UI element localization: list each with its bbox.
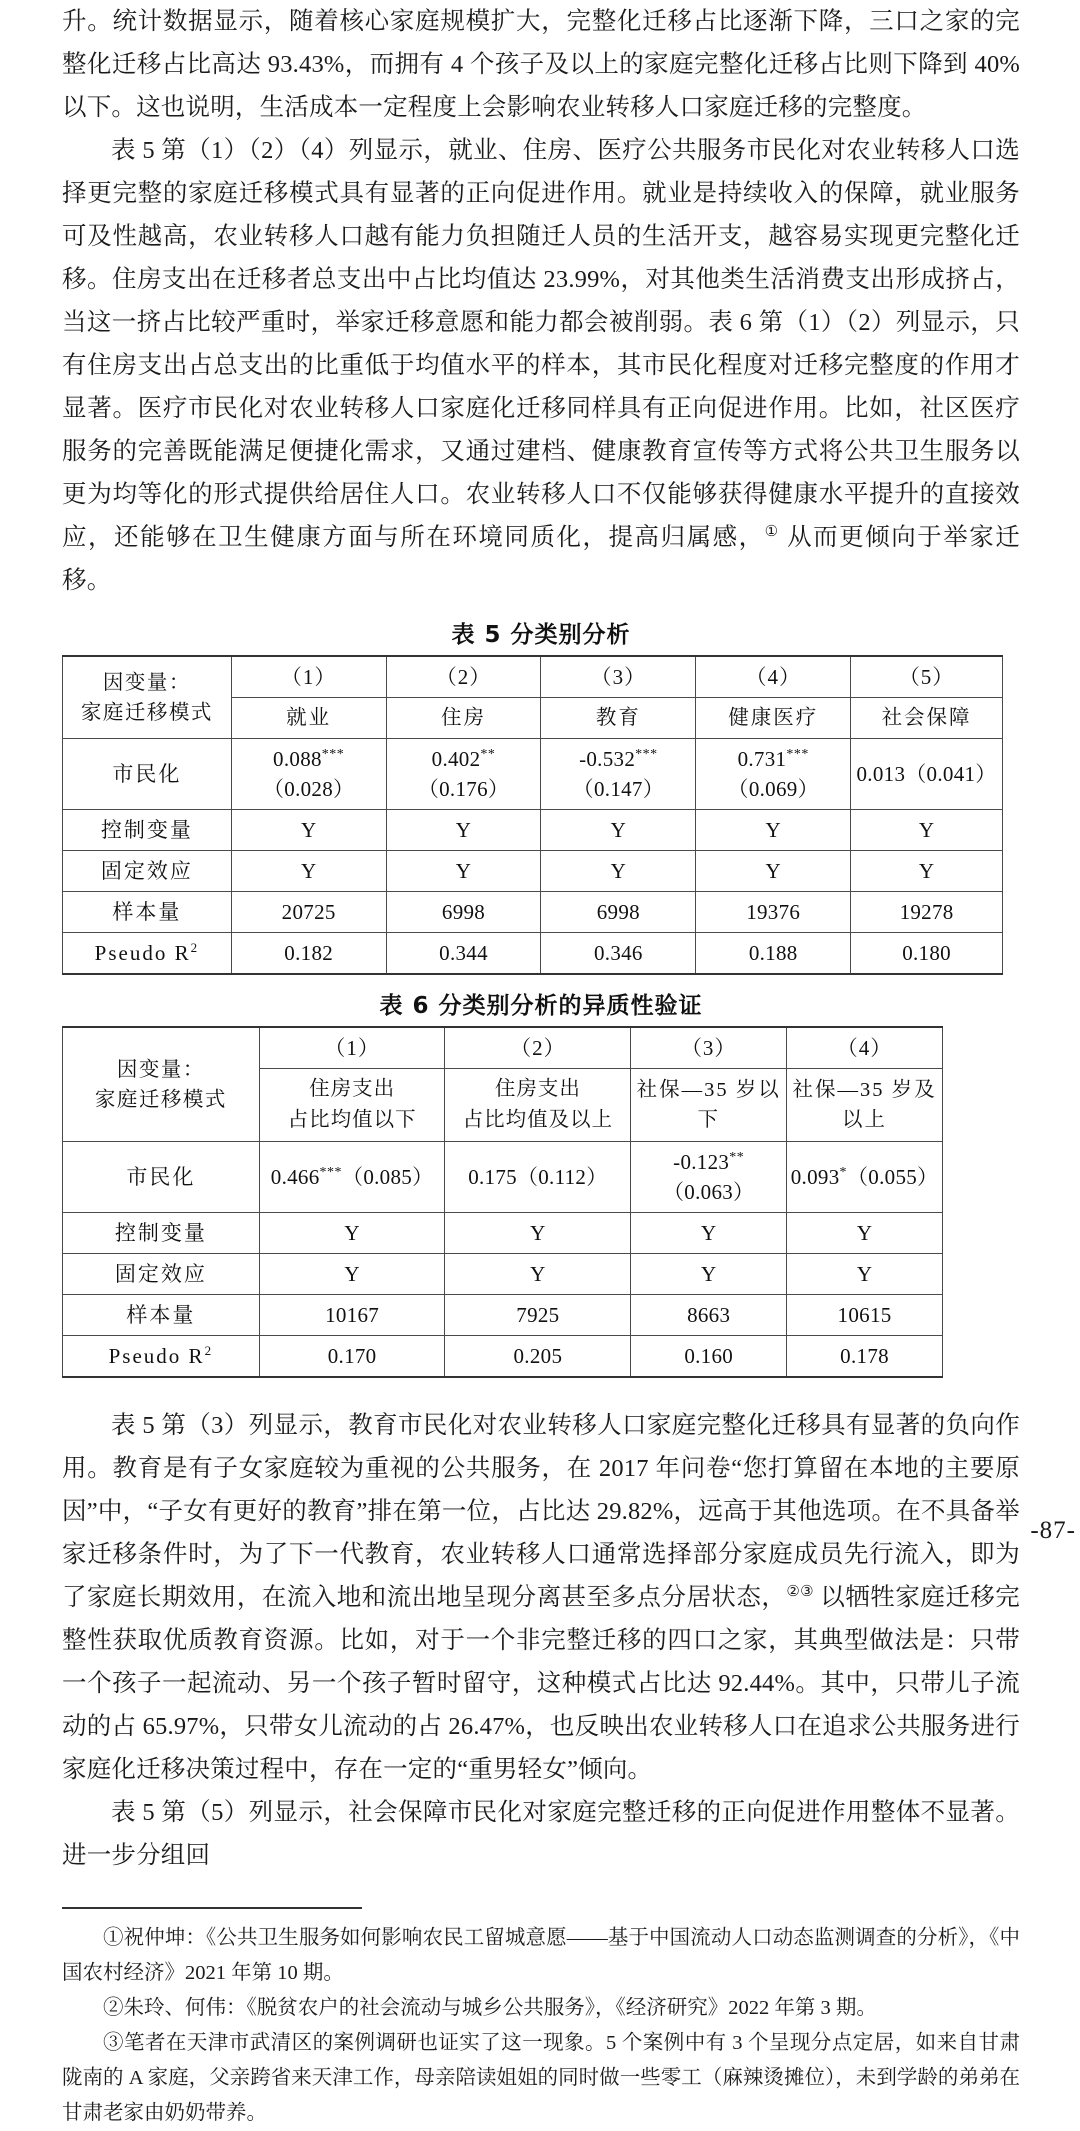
significance-stars: *** <box>319 1165 343 1180</box>
table-5-cell-1-3: Y <box>696 810 851 851</box>
table-row <box>63 1213 943 1254</box>
table-row <box>63 739 1003 810</box>
footnote-2 <box>62 1991 1020 2026</box>
table-6-col-name-2 <box>445 1069 631 1142</box>
significance-stars: ** <box>729 1150 745 1165</box>
std-error: （0.147） <box>572 777 665 801</box>
table-5-cell-1-4: Y <box>851 810 1003 851</box>
table-6-col-name-1 <box>259 1069 445 1142</box>
footnote-1-marker: ① <box>103 1927 124 1949</box>
footnote-2-marker: ② <box>103 1997 124 2019</box>
table-5-cell-4-1: 0.344 <box>386 933 541 975</box>
table-row <box>63 933 1003 975</box>
footnote-marker-1: ① <box>764 523 780 540</box>
table-5-row-label-2: 固定效应 <box>63 851 232 892</box>
table-5-cell-0-3 <box>696 739 851 810</box>
significance-stars: *** <box>635 747 658 762</box>
table-6-cell-4-1: 0.205 <box>445 1336 631 1378</box>
page-content <box>62 0 1020 2131</box>
std-error: （0.028） <box>262 777 355 801</box>
significance-stars: *** <box>786 747 809 762</box>
table-5-col-name-5: 社会保障 <box>851 698 1003 739</box>
paragraph-2 <box>62 129 1020 602</box>
table-6-col-num-2: （2） <box>445 1027 631 1069</box>
table-6-cell-0-1 <box>445 1142 631 1213</box>
table-6-cell-4-3: 0.178 <box>787 1336 943 1378</box>
coef: 0.175 <box>468 1165 517 1189</box>
footnote-3 <box>62 2026 1020 2131</box>
table-5-cell-3-0: 20725 <box>231 892 386 933</box>
table-6-col-num-4: （4） <box>787 1027 943 1069</box>
footnote-separator-rule <box>62 1907 362 1909</box>
table-5-row-label-1: 控制变量 <box>63 810 232 851</box>
footnote-list <box>62 1921 1020 2131</box>
table-5-cell-2-2: Y <box>541 851 696 892</box>
table-6-cell-3-1: 7925 <box>445 1295 631 1336</box>
table-5-col-name-2: 住房 <box>386 698 541 739</box>
table-5-col-num-4: （4） <box>696 656 851 698</box>
table-6-row-label-3: 样本量 <box>63 1295 260 1336</box>
table-row <box>63 1254 943 1295</box>
stub-head-line-2: 家庭迁移模式 <box>80 701 213 724</box>
table-5-cell-0-4 <box>851 739 1003 810</box>
table-5-col-name-1: 就业 <box>231 698 386 739</box>
table-5-col-name-4: 健康医疗 <box>696 698 851 739</box>
footnote-marker-2-3: ②③ <box>786 1583 814 1600</box>
significance-stars: *** <box>321 747 345 762</box>
table-row <box>63 851 1003 892</box>
table-6-cell-2-2: Y <box>631 1254 787 1295</box>
table-5-cell-4-0: 0.182 <box>231 933 386 975</box>
table-5-caption: 表 5 分类别分析 <box>451 622 631 648</box>
page-number: -87- <box>1030 1517 1076 1544</box>
table-6-cell-1-3: Y <box>787 1213 943 1254</box>
footnote-1-text: 祝仲坤：《公共卫生服务如何影响农民工留城意愿——基于中国流动人口动态监测调查的分析》，《中国农村经济》2021 年第 10 期。 <box>62 1927 1020 1984</box>
table-6-col-num-1: （1） <box>259 1027 445 1069</box>
coef: -0.123 <box>673 1150 730 1174</box>
table-6-row-label-0: 市民化 <box>63 1142 260 1213</box>
table-row <box>63 1336 943 1378</box>
paragraph-2-text-after: 从而更倾向于举家迁移。 <box>62 524 1021 594</box>
table-6-cell-4-0: 0.170 <box>259 1336 445 1378</box>
table-6-cell-0-2 <box>631 1142 787 1213</box>
table-5-row-label-0: 市民化 <box>63 739 232 810</box>
pseudo-r-exponent: 2 <box>204 1343 214 1358</box>
table-6 <box>62 1026 943 1378</box>
table-6-row-label-1: 控制变量 <box>63 1213 260 1254</box>
table-row <box>63 1142 943 1213</box>
coef: 0.466 <box>270 1165 320 1189</box>
table-row <box>63 892 1003 933</box>
table-5-cell-4-4: 0.180 <box>851 933 1003 975</box>
table-5-cell-1-0: Y <box>231 810 386 851</box>
table-6-block <box>62 987 1020 1378</box>
table-5-cell-0-0 <box>231 739 386 810</box>
col-name-line-1: 住房支出 <box>494 1078 581 1100</box>
footnote-2-text: 朱玲、何伟：《脱贫农户的社会流动与城乡公共服务》，《经济研究》2022 年第 3 期。 <box>123 1997 877 2019</box>
coef: 0.731 <box>737 747 787 771</box>
table-6-cell-3-0: 10167 <box>259 1295 445 1336</box>
table-6-cell-2-0: Y <box>259 1254 445 1295</box>
table-6-col-num-3: （3） <box>631 1027 787 1069</box>
table-6-row-label-2: 固定效应 <box>63 1254 260 1295</box>
table-row <box>63 1295 943 1336</box>
table-5-cell-2-1: Y <box>386 851 541 892</box>
std-error: （0.069） <box>727 777 819 801</box>
table-row <box>63 656 1003 698</box>
table-5-cell-3-3: 19376 <box>696 892 851 933</box>
table-6-cell-3-3: 10615 <box>787 1295 943 1336</box>
table-5-col-num-2: （2） <box>386 656 541 698</box>
paragraph-2-text: 表 5 第（1）（2）（4）列显示，就业、住房、医疗公共服务市民化对农业转移人口选择更完整的家庭迁移模式具有显著的正向促进作用。就业是持续收入的保障，就业服务可及性越高，农业转移人口越有能力负担随迁人员的生活开支，越容易实现更完整化迁移。住房支出在迁移者总支出中占比均值达 23.99%，对其他类生活消费支出形成挤占，当这一挤占比较严重时，举家迁移意愿和能力都会被削弱。表 6 第（1）（2）列显示，只有住房支出占总支出的比重低于均值水平的样本，其市民化程度对迁移完整度的作用才显著。医疗市民化对农业转移人口家庭化迁移同样具有正向促进作用。比如，社区医疗服务的完善既能满足便捷化需求，又通过建档、健康教育宣传等方式将公共卫生服务以更为均等化的形式提供给居住人口。农业转移人口不仅能够获得健康水平提升的直接效应，还能够在卫生健康方面与所在环境同质化，提高归属感， <box>62 137 1020 551</box>
table-5-cell-2-3: Y <box>696 851 851 892</box>
coef: 0.088 <box>273 747 322 771</box>
paragraph-3 <box>62 1404 1020 1791</box>
significance-stars: ** <box>480 747 496 762</box>
table-5-cell-2-4: Y <box>851 851 1003 892</box>
table-6-cell-1-2: Y <box>631 1213 787 1254</box>
paragraph-1: 升。统计数据显示，随着核心家庭规模扩大，完整化迁移占比逐渐下降，三口之家的完整化迁移占比高达 93.43%，而拥有 4 个孩子及以上的家庭完整化迁移占比则下降到 40% 以下。这也说明，生活成本一定程度上会影响农业转移人口家庭迁移的完整度。 <box>62 8 1020 121</box>
stub-head-line-2: 家庭迁移模式 <box>94 1088 227 1111</box>
std-error: （0.112） <box>516 1165 608 1189</box>
table-6-cell-2-1: Y <box>445 1254 631 1295</box>
table-5-col-num-3: （3） <box>541 656 696 698</box>
table-5-cell-2-0: Y <box>231 851 386 892</box>
col-name-line-2: 占比均值及以上 <box>462 1109 614 1131</box>
table-5-cell-1-2: Y <box>541 810 696 851</box>
coef: 0.402 <box>431 747 481 771</box>
table-5-block <box>62 616 1020 975</box>
table-6-cell-0-3 <box>787 1142 943 1213</box>
std-error: （0.041） <box>905 762 997 786</box>
coef: 0.013 <box>856 762 906 786</box>
stub-head-line-1: 因变量： <box>102 671 191 694</box>
table-6-cell-1-0: Y <box>259 1213 445 1254</box>
std-error: （0.176） <box>417 777 510 801</box>
footnote-1 <box>62 1921 1020 1991</box>
table-5-cell-4-3: 0.188 <box>696 933 851 975</box>
pseudo-r-label: Pseudo R <box>94 941 191 965</box>
paragraph-3-text-after: 以牺牲家庭迁移完整性获取优质教育资源。比如，对于一个非完整迁移的四口之家，其典型做法是：只带一个孩子一起流动、另一个孩子暂时留守，这种模式占比达 92.44%。其中，只带儿子流动的占 65.97%，只带女儿流动的占 26.47%，也反映出农业转移人口在追求公共服务进行家庭化迁移决策过程中，存在一定的“重男轻女”倾向。 <box>62 1584 1020 1783</box>
table-5-col-name-3: 教育 <box>541 698 696 739</box>
table-5-cell-3-2: 6998 <box>541 892 696 933</box>
table-6-cell-3-2: 8663 <box>631 1295 787 1336</box>
table-6-col-name-4: 社保—35 岁及以上 <box>787 1069 943 1142</box>
col-name-line-1: 住房支出 <box>309 1078 396 1100</box>
table-6-caption: 表 6 分类别分析的异质性验证 <box>379 993 703 1019</box>
table-6-stub-head <box>63 1027 260 1142</box>
stub-head-line-1: 因变量： <box>116 1058 205 1081</box>
col-name-line-2: 占比均值以下 <box>287 1109 417 1131</box>
table-6-row-label-4 <box>63 1336 260 1378</box>
table-5 <box>62 655 1003 975</box>
pseudo-r-exponent: 2 <box>190 940 200 955</box>
table-6-cell-0-0 <box>259 1142 445 1213</box>
table-5-cell-1-1: Y <box>386 810 541 851</box>
paragraph-4: 表 5 第（5）列显示，社会保障市民化对家庭完整迁移的正向促进作用整体不显著。进一步分组回 <box>62 1799 1020 1869</box>
footnote-3-marker: ③ <box>103 2032 124 2054</box>
table-5-stub-head <box>63 656 232 739</box>
table-6-cell-4-2: 0.160 <box>631 1336 787 1378</box>
std-error: （0.085） <box>342 1165 434 1189</box>
paragraph-3-text: 表 5 第（3）列显示，教育市民化对农业转移人口家庭完整化迁移具有显著的负向作用。教育是有子女家庭较为重视的公共服务，在 2017 年问卷“您打算留在本地的主要原因”中，“子女有更好的教育”排在第一位，占比达 29.82%，远高于其他选项。在不具备举家迁移条件时，为了下一代教育，农业转移人口通常选择部分家庭成员先行流入，即为了家庭长期效用，在流入地和流出地呈现分离甚至多点分居状态， <box>62 1412 1020 1611</box>
table-5-cell-3-4: 19278 <box>851 892 1003 933</box>
table-5-cell-3-1: 6998 <box>386 892 541 933</box>
table-5-cell-4-2: 0.346 <box>541 933 696 975</box>
coef: 0.093 <box>790 1165 840 1189</box>
table-5-cell-0-2 <box>541 739 696 810</box>
table-5-col-num-5: （5） <box>851 656 1003 698</box>
table-6-col-name-3: 社保—35 岁以下 <box>631 1069 787 1142</box>
std-error: （0.063） <box>663 1180 755 1204</box>
footnote-3-text: 笔者在天津市武清区的案例调研也证实了这一现象。5 个案例中有 3 个呈现分点定居，如来自甘肃陇南的 A 家庭，父亲跨省来天津工作，母亲陪读姐姐的同时做一些零工（麻辣烫摊位），未到学龄的弟弟在甘肃老家由奶奶带养。 <box>62 2032 1021 2124</box>
table-5-row-label-3: 样本量 <box>63 892 232 933</box>
table-6-cell-2-3: Y <box>787 1254 943 1295</box>
std-error: （0.055） <box>847 1165 939 1189</box>
significance-stars: * <box>839 1165 847 1180</box>
pseudo-r-label: Pseudo R <box>108 1344 205 1368</box>
coef: -0.532 <box>579 747 636 771</box>
table-row <box>63 1027 943 1069</box>
table-5-row-label-4 <box>63 933 232 975</box>
table-5-col-num-1: （1） <box>231 656 386 698</box>
table-6-cell-1-1: Y <box>445 1213 631 1254</box>
table-5-cell-0-1 <box>386 739 541 810</box>
table-row <box>63 810 1003 851</box>
